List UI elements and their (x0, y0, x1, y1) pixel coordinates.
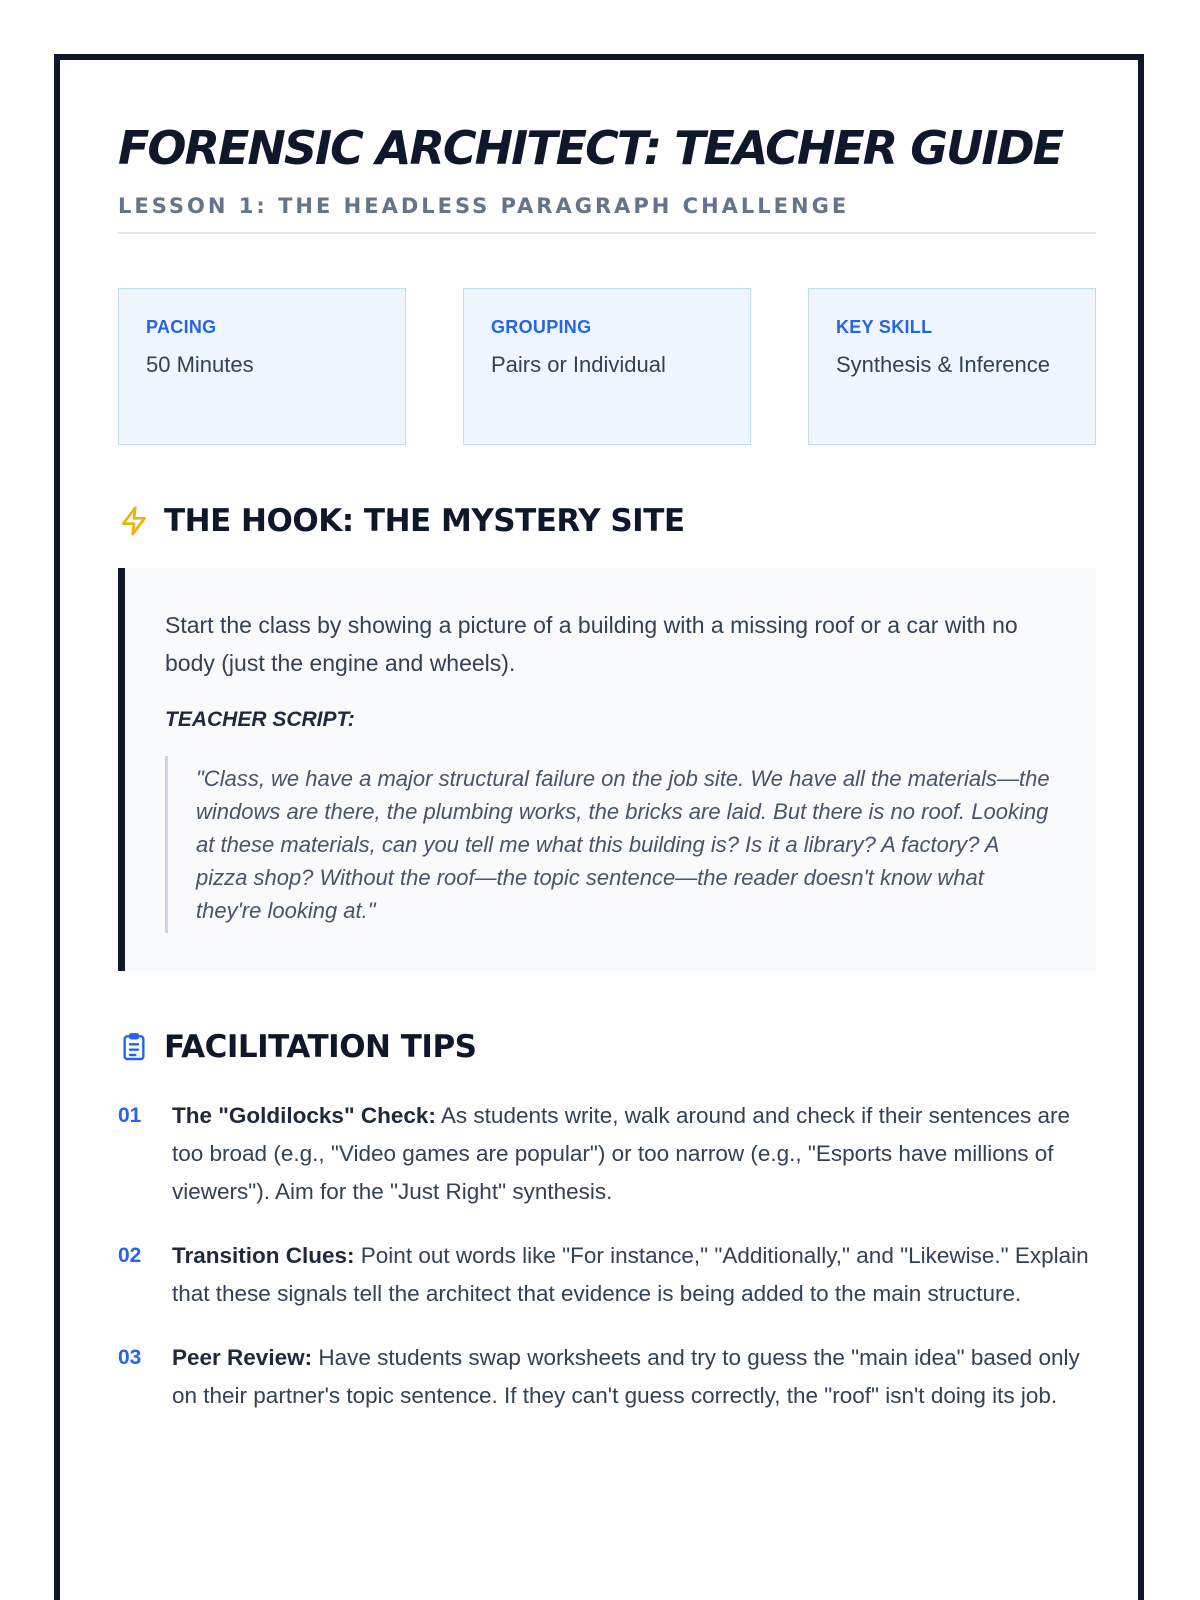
tip-number: 02 (118, 1244, 142, 1267)
lightning-icon (118, 505, 150, 537)
meta-value: Pairs or Individual (491, 352, 666, 377)
meta-label: GROUPING (491, 317, 592, 337)
tip-title: The "Goldilocks" Check: (172, 1103, 436, 1128)
tip-number: 01 (118, 1104, 142, 1127)
teacher-script-label: TEACHER SCRIPT: (165, 708, 355, 731)
clipboard-icon (118, 1031, 150, 1063)
meta-card-key-skill (808, 288, 1096, 445)
tip-body (172, 1237, 1096, 1313)
meta-label: KEY SKILL (836, 317, 933, 337)
lesson-subtitle: LESSON 1: THE HEADLESS PARAGRAPH CHALLENGE (118, 194, 1096, 234)
hook-intro: Start the class by showing a picture of a building with a missing roof or a car with no body (just the engine and wheels). (165, 612, 1018, 676)
tips-heading: FACILITATION TIPS (164, 1029, 477, 1065)
page-content (118, 118, 1096, 1441)
tip-title: Transition Clues: (172, 1243, 355, 1268)
meta-label: PACING (146, 317, 217, 337)
tip-title: Peer Review: (172, 1345, 313, 1370)
tip-body (172, 1339, 1096, 1415)
tip-number: 03 (118, 1346, 142, 1369)
tip-text: As students write, walk around and check if their sentences are too broad (e.g., "Video games are popular") or too narrow (e.g., "Esports have millions of viewers"). Aim for the "Just Right" synthesis. (172, 1103, 1070, 1204)
meta-value: 50 Minutes (146, 352, 254, 377)
facilitation-tips-list (118, 1097, 1096, 1415)
hook-callout (118, 568, 1096, 971)
tip-text: Point out words like "For instance," "Additionally," and "Likewise." Explain that these signals tell the architect that evidence is being added to the main structure. (172, 1243, 1089, 1306)
tip-text: Have students swap worksheets and try to guess the "main idea" based only on their partner's topic sentence. If they can't guess correctly, the "roof" isn't doing its job. (172, 1345, 1080, 1408)
tips-section-heading (118, 1029, 1096, 1065)
list-item (118, 1339, 1096, 1415)
lesson-meta-row (118, 288, 1096, 445)
meta-value: Synthesis & Inference (836, 352, 1051, 377)
teacher-script-quote: "Class, we have a major structural failure on the job site. We have all the materials—the windows are there, the plumbing works, the bricks are laid. But there is no roof. Looking at these materials, can you tell me what this building is? Is it a library? A factory? A pizza shop? Without the roof—the topic sentence—the reader doesn't know what they're looking at." (165, 756, 1054, 933)
hook-heading: THE HOOK: THE MYSTERY SITE (164, 503, 685, 539)
list-item (118, 1097, 1096, 1211)
teacher-guide-page (54, 54, 1144, 1600)
meta-card-grouping (463, 288, 751, 445)
meta-card-pacing (118, 288, 406, 445)
page-title: FORENSIC ARCHITECT: TEACHER GUIDE (118, 121, 1063, 175)
list-item (118, 1237, 1096, 1313)
hook-section-heading (118, 503, 1096, 539)
tip-body (172, 1097, 1096, 1211)
